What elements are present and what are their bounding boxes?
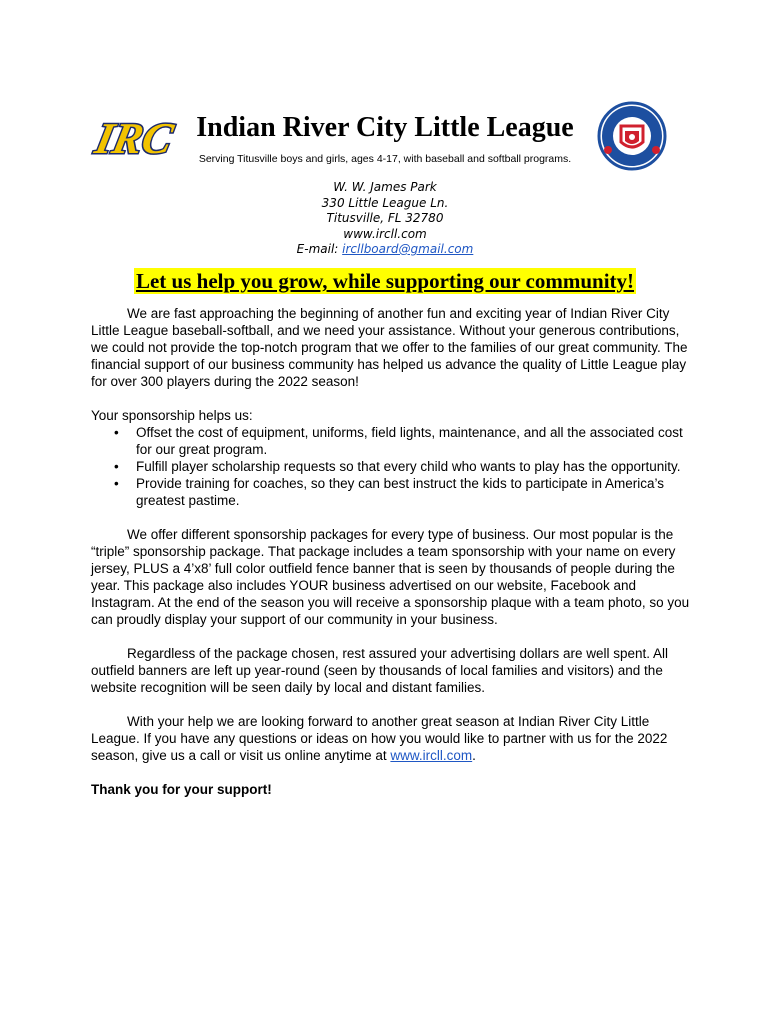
little-league-seal-icon — [596, 98, 668, 178]
org-tagline: Serving Titusville boys and girls, ages 4-17, with baseball and softball programs. — [198, 153, 572, 165]
paragraph-intro: We are fast approaching the beginning of another fun and exciting year of Indian River City Little League baseball-softball, and we need your assistance. Without your generous contributions, we could not provide the top-notch program that we offer to the families of our great community. The financial support of our business community has helped us advance the quality of Little League play for over 300 players during the 2022 season! — [91, 306, 688, 389]
address-park: W. W. James Park — [333, 180, 437, 194]
address-block — [235, 180, 535, 258]
list-item — [114, 458, 691, 475]
address-street: 330 Little League Ln. — [321, 195, 449, 210]
list-item-text: Provide training for coaches, so they can best instruct the kids to participate in America’s greatest pastime. — [136, 476, 665, 508]
website-link[interactable]: www.ircll.com — [390, 748, 473, 763]
list-item-text: Fulfill player scholarship requests so that every child who wants to play has the opportunity. — [136, 459, 681, 474]
sponsorship-benefits-list — [91, 424, 691, 509]
address-city: Titusville, FL 32780 — [326, 211, 444, 225]
paragraph-packages: We offer different sponsorship packages for every type of business. Our most popular is the “triple” sponsorship package. That package includes a team sponsorship with your name on every jersey, PLUS a 4’x8’ full color outfield fence banner that is seen by thousands of people during the year. This package also includes YOUR business advertised on our website, Facebook and Instagram. At the end of the season you will receive a sponsorship plaque with a team photo, so you can proudly display your support of our community in your business. — [91, 527, 690, 627]
email-label: E-mail: — [296, 242, 343, 256]
closing-text: With your help we are looking forward to another great season at Indian River City Little League. If you have any questions or ideas on how you would like to partner with us for the 2022 season, give us a call or visit us online anytime at — [91, 714, 668, 763]
bullet-icon: • — [114, 459, 119, 474]
list-intro: Your sponsorship helps us: — [91, 408, 253, 423]
list-item-text: Offset the cost of equipment, uniforms, field lights, maintenance, and all the associated cost for our great program. — [136, 425, 683, 457]
paragraph-banners: Regardless of the package chosen, rest assured your advertising dollars are well spent. All outfield banners are left up year-round (seen by thousands of local families and visitors) and the website recognition will be seen daily by local and distant families. — [91, 646, 669, 695]
irc-logo-icon — [91, 97, 178, 177]
address-website: www.ircll.com — [343, 226, 427, 241]
bullet-icon: • — [114, 425, 119, 440]
list-item — [114, 424, 691, 458]
thank-you-line: Thank you for your support! — [91, 782, 272, 797]
page-title: Indian River City Little League — [196, 112, 574, 143]
closing-period: . — [472, 748, 476, 763]
headline-container — [0, 268, 770, 294]
irc-logo-letters: IRC — [91, 113, 178, 163]
address-email-line — [235, 242, 535, 258]
bullet-icon: • — [114, 476, 119, 491]
email-link[interactable]: ircllboard@gmail.com — [342, 242, 474, 256]
headline: Let us help you grow, while supporting our community! — [135, 269, 635, 293]
paragraph-closing — [91, 713, 691, 764]
letter-body — [91, 305, 691, 815]
list-item — [114, 475, 691, 509]
